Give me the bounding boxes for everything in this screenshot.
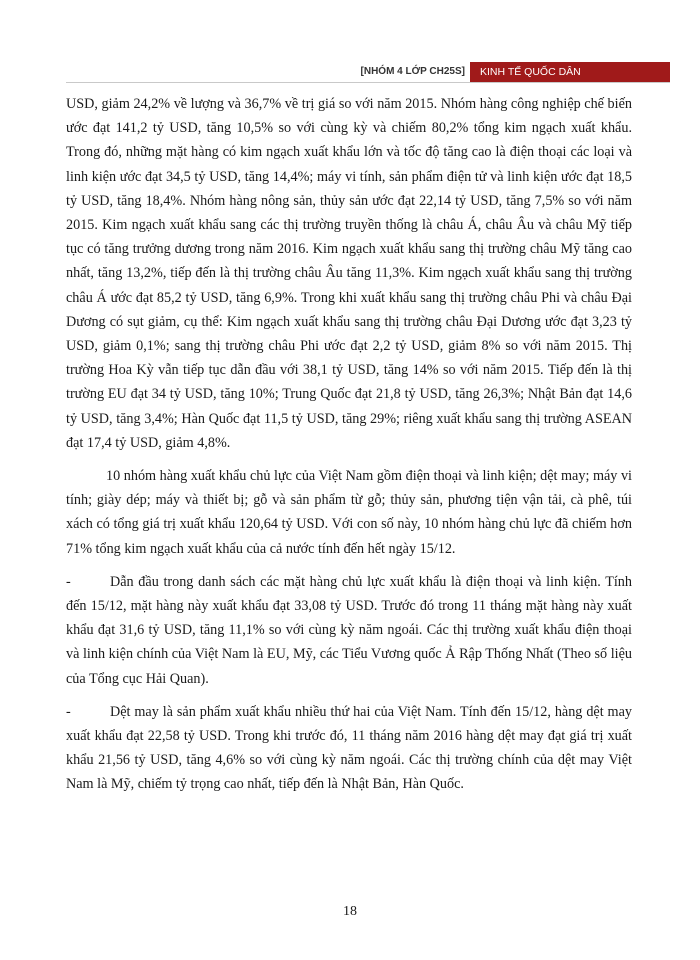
paragraph-text: Dệt may là sản phẩm xuất khẩu nhiều thứ hai của Việt Nam. Tính đến 15/12, hàng dệt may xuất khẩu đạt 22,58 tỷ USD. Trong khi trước đó, 11 tháng năm 2016 hàng dệt may đạt giá trị xuất khẩu 21,56 tỷ USD, tăng 4,6% so với cùng kỳ năm ngoái. Các thị trường chính của dệt may Việt Nam là Mỹ, chiếm tỷ trọng cao nhất, tiếp đến là Nhật Bản, Hàn Quốc. xyxy=(66,703,632,793)
paragraph-textiles xyxy=(66,700,632,797)
header-school-banner: KINH TẾ QUỐC DÂN xyxy=(470,62,670,82)
paragraph-phones-components xyxy=(66,570,632,691)
paragraph-top-export-groups: 10 nhóm hàng xuất khẩu chủ lực của Việt Nam gồm điện thoại và linh kiện; dệt may; máy vi tính; giày dép; máy và thiết bị; gỗ và sản phẩm từ gỗ; thủy sản, phương tiện vận tải, cà phê, túi xách có tổng giá trị xuất khẩu 120,64 tỷ USD. Với con số này, 10 nhóm hàng chủ lực đã chiếm hơn 71% tổng kim ngạch xuất khẩu của cả nước tính đến hết ngày 15/12. xyxy=(66,468,632,557)
page-number: 18 xyxy=(343,904,357,919)
bullet-dash: - xyxy=(66,573,71,590)
paragraph-export-overview: USD, giảm 24,2% về lượng và 36,7% về trị giá so với năm 2015. Nhóm hàng công nghiệp chế biến ước đạt 141,2 tỷ USD, tăng 10,5% so với cùng kỳ và chiếm 80,2% tổng kim ngạch xuất khẩu. Trong đó, những mặt hàng có kim ngạch xuất khẩu lớn và tốc độ tăng cao là điện thoại các loại và linh kiện ước đạt 34,5 tỷ USD, tăng 14,4%; máy vi tính, sản phẩm điện tử và linh kiện ước đạt 18,5 tỷ USD, tăng 18,4%. Nhóm hàng nông sản, thủy sản ước đạt 22,14 tỷ USD, tăng 7,5% so với năm 2015. Kim ngạch xuất khẩu sang các thị trường truyền thống là châu Á, châu Âu và châu Mỹ tiếp tục có tăng trưởng dương trong năm 2016. Kim ngạch xuất khẩu sang thị trường châu Mỹ tăng cao nhất, tăng 13,2%, tiếp đến là thị trường châu Âu tăng 11,3%. Kim ngạch xuất khẩu sang thị trường châu Á ước đạt 85,2 tỷ USD, tăng 6,9%. Trong khi xuất khẩu sang thị trường châu Phi và châu Đại Dương có sụt giảm, cụ thể: Kim ngạch xuất khẩu sang thị trường châu Đại Dương ước đạt 3,23 tỷ USD, giảm 0,1%; sang thị trường châu Phi ước đạt 2,2 tỷ USD, giảm 8% so với năm 2015. Thị trường Hoa Kỳ vẫn tiếp tục dẫn đầu với 38,1 tỷ USD, tăng 14% so với năm 2015. Tiếp đến là thị trường EU đạt 34 tỷ USD, tăng 10%; Trung Quốc đạt 21,8 tỷ USD, tăng 26,3%; Nhật Bản đạt 14,6 tỷ USD, tăng 3,4%; Hàn Quốc đạt 11,5 tỷ USD, tăng 29%; riêng xuất khẩu sang thị trường ASEAN đạt 17,4 tỷ USD, giảm 4,8%. xyxy=(66,96,632,451)
header-group-label: [NHÓM 4 LỚP CH25S] xyxy=(360,66,465,77)
document-body xyxy=(66,92,632,806)
page-header xyxy=(66,62,670,83)
bullet-dash: - xyxy=(66,703,71,720)
paragraph-text: Dẫn đầu trong danh sách các mặt hàng chủ lực xuất khẩu là điện thoại và linh kiện. Tính đến 15/12, mặt hàng này xuất khẩu đạt 33,08 tỷ USD. Trước đó trong 11 tháng mặt hàng này xuất khẩu đạt 31,6 tỷ USD, tăng 11,1% so với cùng kỳ năm ngoái. Các thị trường xuất khẩu điện thoại và linh kiện chính của Việt Nam là EU, Mỹ, các Tiểu Vương quốc Ả Rập Thống Nhất (Theo số liệu của Tổng cục Hải Quan). xyxy=(66,573,632,687)
